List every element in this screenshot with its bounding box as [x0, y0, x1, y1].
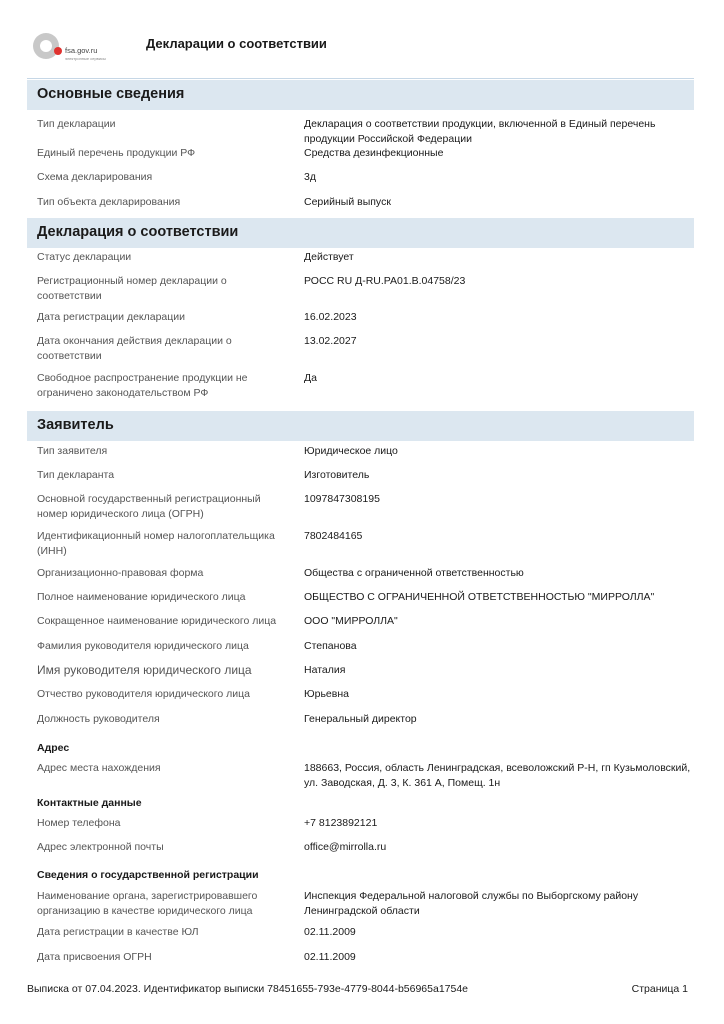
field-label: Наименование органа, зарегистрировавшего организацию в качестве юридического лица	[37, 890, 258, 917]
field-label: Имя руководителя юридического лица	[37, 663, 252, 677]
logo-subtext: электронные сервисы	[65, 56, 106, 61]
logo-red-dot	[54, 47, 62, 55]
field-value: Действует	[304, 251, 354, 263]
field-value: 02.11.2009	[304, 951, 356, 963]
email-value: office@mirrolla.ru	[304, 841, 387, 853]
phone-value: +7 8123892121	[304, 817, 378, 829]
field-value: РОСС RU Д-RU.PA01.B.04758/23	[304, 275, 466, 287]
field-value: 16.02.2023	[304, 311, 357, 323]
field-label: Адрес места нахождения	[37, 762, 161, 774]
field-value: Изготовитель	[304, 469, 370, 481]
field-label: Идентификационный номер налогоплательщика (ИНН)	[37, 530, 275, 557]
section-applicant-header	[27, 411, 694, 441]
fsa-logo	[33, 33, 123, 63]
fsa-logo-icon	[33, 33, 59, 59]
field-label: Статус декларации	[37, 251, 132, 263]
field-label: Должность руководителя	[37, 713, 160, 725]
field-label: Регистрационный номер декларации о соответствии	[37, 275, 227, 302]
field-label: Основной государственный регистрационный номер юридического лица (ОГРН)	[37, 493, 261, 520]
field-value: Средства дезинфекционные	[304, 147, 444, 159]
field-label: Схема декларирования	[37, 171, 153, 183]
field-label: Тип декларанта	[37, 469, 115, 481]
field-value: 02.11.2009	[304, 926, 356, 938]
field-label: Свободное распространение продукции не ограничено законодательством РФ	[37, 372, 248, 399]
field-value: Генеральный директор	[304, 713, 417, 725]
field-label: Дата регистрации в качестве ЮЛ	[37, 926, 199, 938]
field-value: Наталия	[304, 664, 346, 676]
field-label: Тип декларации	[37, 118, 116, 130]
section-title: Заявитель	[37, 417, 114, 433]
page-number: Страница 1	[631, 983, 688, 995]
field-label: Адрес электронной почты	[37, 841, 164, 853]
field-value: Декларация о соответствии продукции, включенной в Единый перечень продукции Российской Федерации	[304, 118, 656, 145]
address-heading: Адрес	[37, 742, 70, 754]
field-value: 1097847308195	[304, 493, 380, 505]
logo-text: fsa.gov.ru	[65, 46, 98, 55]
field-value: Да	[304, 372, 317, 384]
contacts-heading: Контактные данные	[37, 797, 142, 809]
section-main-header	[27, 80, 694, 110]
document-title: Декларации о соответствии	[146, 36, 327, 51]
header-divider	[27, 78, 694, 79]
section-declaration-header	[27, 218, 694, 248]
field-label: Сокращенное наименование юридического лица	[37, 615, 277, 627]
field-value: Общества с ограниченной ответственностью	[304, 567, 524, 579]
field-value: Юридическое лицо	[304, 445, 398, 457]
field-value: 7802484165	[304, 530, 363, 542]
field-label: Дата регистрации декларации	[37, 311, 186, 323]
field-value: 188663, Россия, область Ленинградская, всеволожский Р-Н, гп Кузьмоловский, ул. Заводская, Д. 3, К. 361 А, Помещ. 1н	[304, 762, 691, 789]
field-label: Дата окончания действия декларации о соответствии	[37, 335, 232, 362]
field-value: Инспекция Федеральной налоговой службы по Выборгскому району Ленинградской области	[304, 890, 639, 917]
field-value: ОБЩЕСТВО С ОГРАНИЧЕННОЙ ОТВЕТСТВЕННОСТЬЮ "МИРРОЛЛА"	[304, 591, 655, 603]
field-label: Номер телефона	[37, 817, 121, 829]
field-label: Дата присвоения ОГРН	[37, 951, 152, 963]
field-value: 3д	[304, 171, 316, 183]
registration-heading: Сведения о государственной регистрации	[37, 869, 259, 881]
page-header	[0, 0, 724, 80]
field-label: Тип объекта декларирования	[37, 196, 181, 208]
field-value: ООО "МИРРОЛЛА"	[304, 615, 398, 627]
field-value: Юрьевна	[304, 688, 349, 700]
field-label: Отчество руководителя юридического лица	[37, 688, 250, 700]
field-value: Степанова	[304, 640, 357, 652]
field-label: Полное наименование юридического лица	[37, 591, 246, 603]
field-value: Серийный выпуск	[304, 196, 391, 208]
section-title: Основные сведения	[37, 86, 185, 102]
field-label: Фамилия руководителя юридического лица	[37, 640, 249, 652]
section-title: Декларация о соответствии	[37, 224, 239, 240]
footer-extract-info: Выписка от 07.04.2023. Идентификатор выписки 78451655-793e-4779-8044-b56965a1754e	[27, 983, 469, 995]
field-label: Тип заявителя	[37, 445, 108, 457]
field-value: 13.02.2027	[304, 335, 357, 347]
field-label: Организационно-правовая форма	[37, 567, 204, 579]
field-label: Единый перечень продукции РФ	[37, 147, 196, 159]
